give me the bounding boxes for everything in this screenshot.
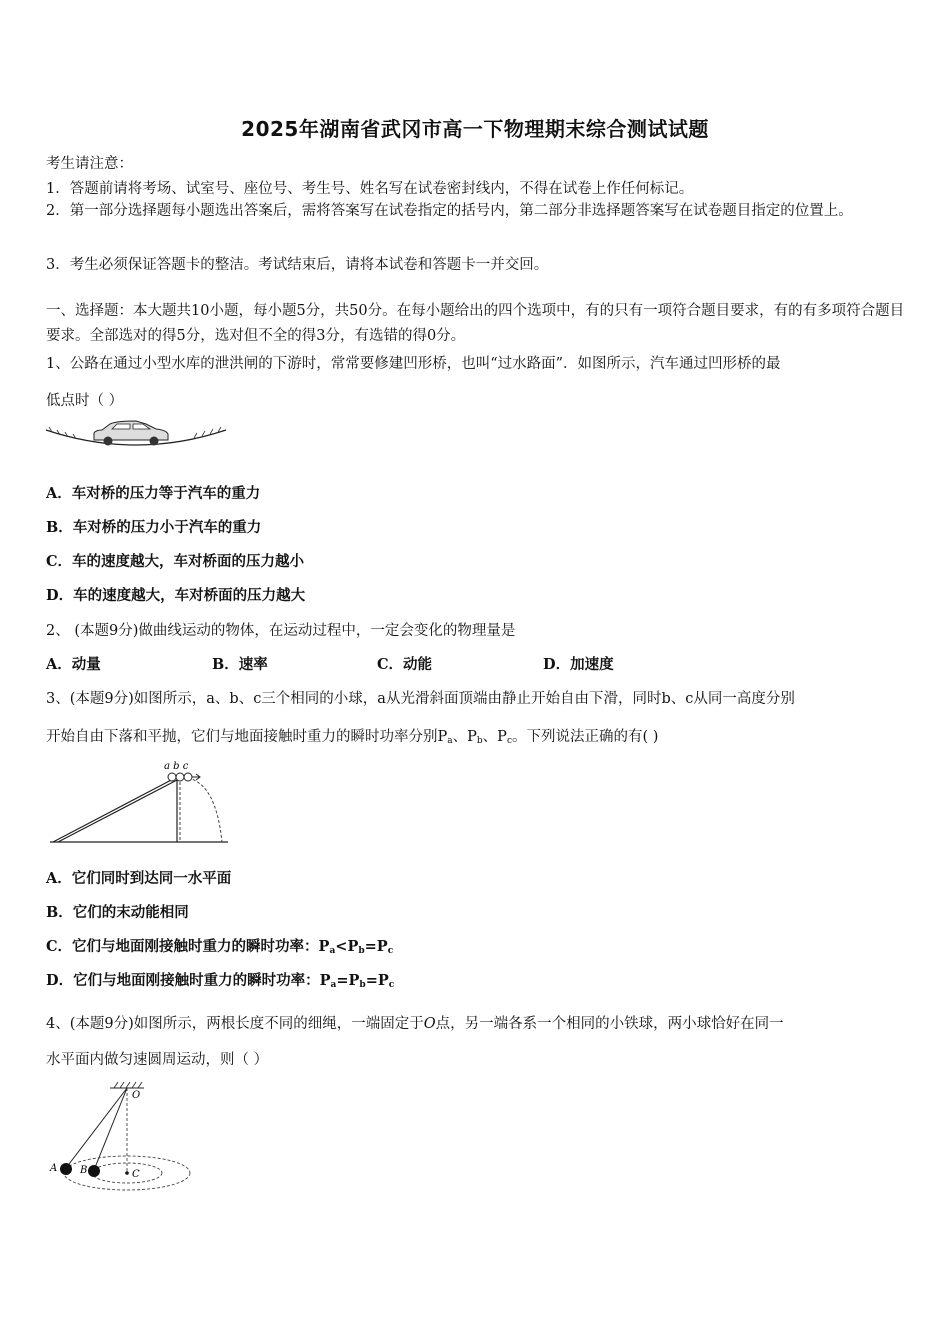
notice-heading: 考生请注意： — [46, 156, 133, 172]
q3-incline-figure — [50, 756, 230, 846]
q1-option-d: D．车的速度越大，车对桥面的压力越大 — [46, 587, 306, 604]
q1-stem-line2: 低点时（ ） — [46, 393, 124, 409]
q4-stem-line2: 水平面内做匀速圆周运动，则（ ） — [46, 1052, 269, 1068]
q1-stem-line1: 1、公路在通过小型水库的泄洪闸的下游时，常常要修建凹形桥，也叫“过水路面”．如图所示，汽车通过凹形桥的最 — [46, 356, 781, 372]
ball-b — [176, 773, 184, 781]
ball-b — [88, 1165, 100, 1177]
ball-a — [168, 773, 176, 781]
notice-item-1: 1．答题前请将考场、试室号、座位号、考生号、姓名写在试卷密封线内，不得在试卷上作任何标记。 — [46, 181, 694, 197]
ball-labels: a b c — [164, 761, 189, 772]
q3-option-c: C．它们与地面刚接触时重力的瞬时功率：$P_a<P_b=P_c$ — [46, 938, 394, 956]
label-c: C — [132, 1169, 140, 1180]
q1-option-c: C．车的速度越大，车对桥面的压力越小 — [46, 553, 305, 570]
q3-stem-line2: 开始自由下落和平抛，它们与地面接触时重力的瞬时功率分别$P_a$、$P_b$、$P_c$。下列说法正确的有( ) — [46, 729, 659, 746]
ball-a — [60, 1163, 72, 1175]
label-b: B — [80, 1165, 88, 1176]
q3-option-a: A．它们同时到达同一水平面 — [46, 870, 232, 887]
label-a: A — [50, 1163, 58, 1174]
q2-option-a: A．动量 — [46, 656, 101, 673]
q4-stem-line1: 4、(本题9分)如图所示，两根长度不同的细绳，一端固定于O点，另一端各系一个相同的小铁球，两小球恰好在同一 — [46, 1016, 784, 1032]
section-intro: 一、选择题：本大题共10小题，每小题5分，共50分。在每小题给出的四个选项中，有的只有一项符合题目要求，有的有多项符合题目要求。全部选对的得5分，选对但不全的得3分，有选错的得0分。 — [46, 303, 905, 344]
q2-stem: 2、 (本题9分)做曲线运动的物体，在运动过程中，一定会变化的物理量是 — [46, 623, 516, 639]
notice-item-3: 3．考生必须保证答题卡的整洁。考试结束后，请将本试卷和答题卡一并交回。 — [46, 257, 549, 273]
notice-item-2: 2．第一部分选择题每小题选出答案后，需将答案写在试卷指定的括号内，第二部分非选择题答案写在试卷题目指定的位置上。 — [46, 203, 853, 219]
center-point-c — [125, 1171, 129, 1175]
car-icon — [94, 421, 168, 446]
ball-c — [184, 773, 192, 781]
q2-option-b: B．速率 — [212, 656, 268, 673]
page-title: 2025年湖南省武冈市高一下物理期末综合测试试题 — [241, 117, 709, 141]
q1-option-a: A．车对桥的压力等于汽车的重力 — [46, 485, 261, 502]
q3-stem-line1: 3、(本题9分)如图所示，a、b、c三个相同的小球，a从光滑斜面顶端由静止开始自由下滑，同时b、c从同一高度分别 — [46, 691, 795, 707]
q1-concave-bridge-car-figure — [44, 416, 228, 450]
q3-option-b: B．它们的末动能相同 — [46, 904, 189, 921]
q2-option-d: D．加速度 — [543, 656, 614, 673]
point-o-label: O — [132, 1090, 141, 1101]
q3-option-d: D．它们与地面刚接触时重力的瞬时功率：$P_a=P_b=P_c$ — [46, 972, 395, 990]
q2-option-c: C．动能 — [377, 656, 433, 673]
q4-conical-pendulum-figure — [44, 1080, 194, 1200]
q1-option-b: B．车对桥的压力小于汽车的重力 — [46, 519, 262, 536]
